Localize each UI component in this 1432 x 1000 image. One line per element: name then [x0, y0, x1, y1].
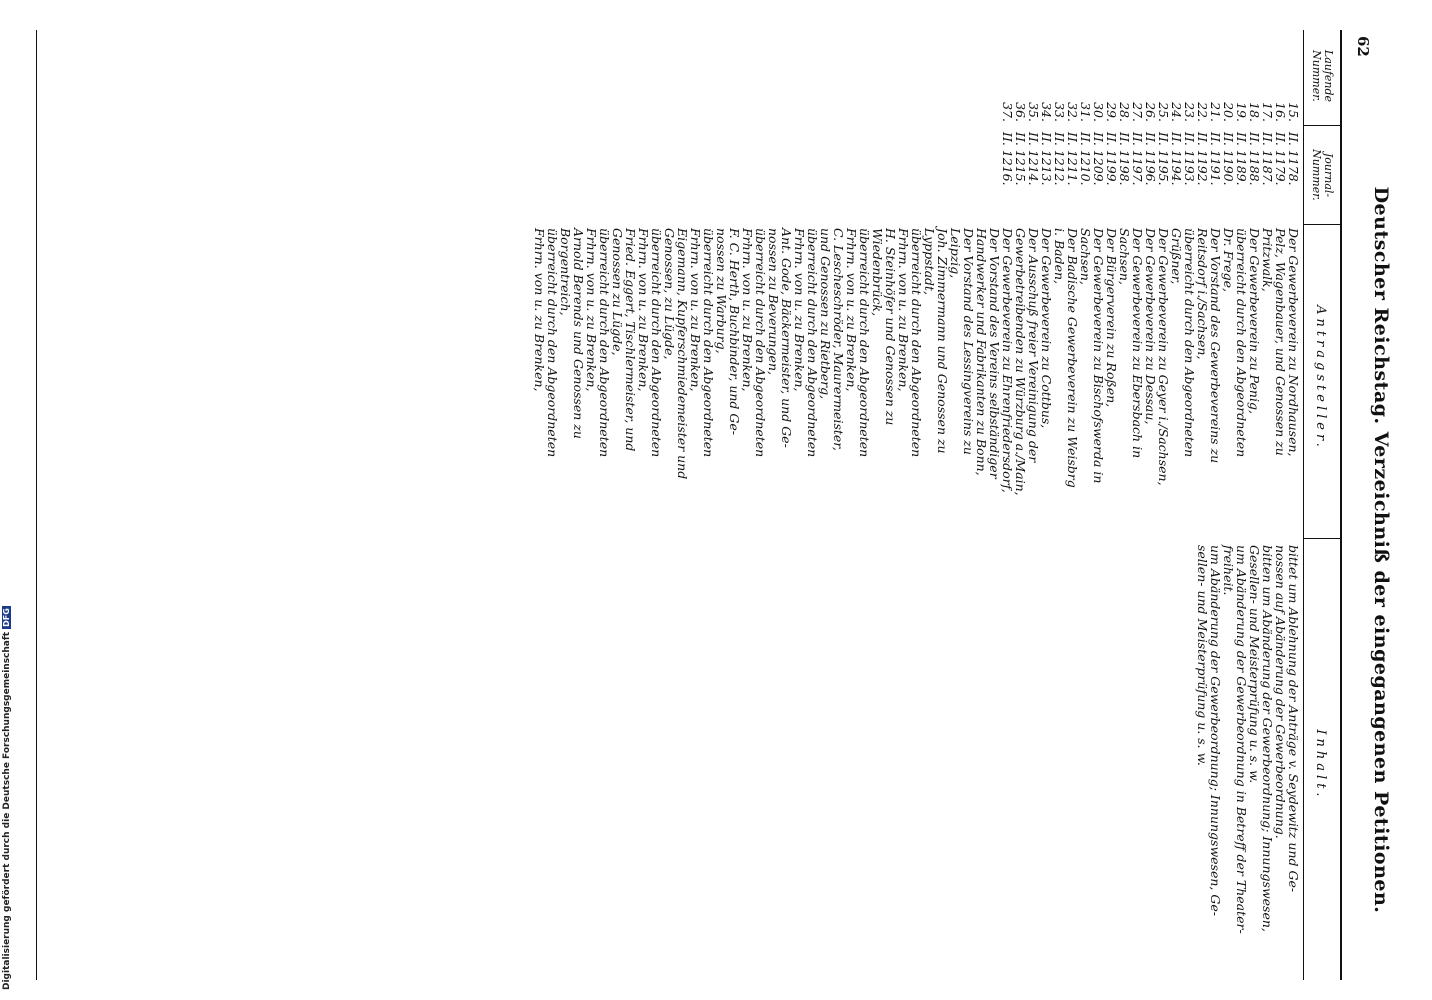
- top-rule: [1340, 30, 1342, 980]
- col-divider-2: [1304, 224, 1342, 225]
- header-journal: Journal- Nummer.: [1310, 149, 1335, 201]
- header-laufende: Laufende Nummer.: [1310, 49, 1335, 103]
- header-antragsteller: Antragsteller.: [1313, 305, 1328, 451]
- page-number: 62: [1354, 36, 1372, 57]
- laufende-nummern: 15. 16. 17. 18. 19. 20. 21. 22. 23. 24. 25. 26. 27. 28. 29. 30. 31. 32. 33. 34. 35. 36. 37.: [1000, 102, 1301, 122]
- journal-nummern: II. 1178. II. 1179. II. 1187. II. 1188. II. 1189. II. 1190. II. 1191. II. 1192. II. 1193. II. 1194. II. 1195. II. 1196. II. 1197. II. 1198. II. 1199. II. 1209. II. 1210. II. 1211. II. 1212. II. 1213. II. 1214. II. 1215. II. 1216.: [1000, 132, 1301, 186]
- inhalt-column: bittet um Ablehnung der Anträge v. Seydewitz und Ge- nossen auf Abänderung der Gewerbeordnung. bitten um Abänderung der Gewerbeordnung; Innungswesen, Gesellen- und Meisterprüfung u. s. w. um Abänderung der Gewerbeordnung in Betreff der Theater- freiheit. um Abänderung der Gewerbeordnung; Innungswesen, Ge- sellen- und Meisterprüfung u. s. w.: [1195, 545, 1301, 934]
- header-inhalt: Inhalt.: [1313, 729, 1328, 801]
- header-rule: [1303, 30, 1304, 980]
- dfg-logo: DFG: [2, 608, 11, 627]
- bottom-rule: [36, 30, 37, 980]
- antragsteller-column: Der Gewerbeverein zu Nordhausen, Pelz, Wagenbauer, und Genossen zu Pritzwalk, Der Gewerbeverein zu Penig, überreicht durch den Abgeordneten Dr. Frege, Der Vorstand des Gewerbevereins zu Reitsdorf i./Sachsen, überreicht durch den Abgeordneten Grüßner, Der Gewerbeverein zu Geyer i./Sachsen, Der Gewerbeverein zu Dessau, Der Gewerbeverein zu Ebersbach in Sachsen, Der Bürgerverein zu Roßen, Der Gewerbeverein zu Bischofswerda in Sachsen, Der Badische Gewerbeverein zu Weisbrg i. Baden, Der Gewerbeverein zu Cottbus, Der Ausschuß freier Vereinigung der Gewerbetreibenden zu Würzburg a./Main, Der Gewerbeverein zu Ehrenfriedersdorf, Der Vorstand des Vereins selbständiger Handwerker und Fabrikanten zu Bonn, Der Vorstand des Lessingvereins zu Leipzig, Joh. Zimmermann und Genossen zu Lyppstadt, überreicht durch den Abgeordneten Frhrn. von u. zu Brenken, H. Steinhöfer und Genossen zu Wiedenbrück, überreicht durch den Abgeordneten Frhrn. von u. zu Brenken, C. Lescheschröder, Maurermeister, und Genossen zu Rietberg, überreicht durch den Abgeordneten Frhrn. von u. zu Brenken, Ant. Gode, Bäckermeister, und Ge- nossen zu Beverungen, überreicht durch den Abgeordneten Frhrn. von u. zu Brenken, F. C. Herth, Buchbinder, und Ge- nossen zu Warburg, überreicht durch den Abgeordneten Frhrn. von u. zu Brenken, Eigemann, Kupferschmiedemeister und Genossen, zu Lügde, überreicht durch den Abgeordneten Frhrn. von u. zu Brenken, Fried. Eggert, Tischlermeister, und Genossen zu Lügde, überreicht durch den Abgeordneten Frhrn. von u. zu Brenken, Arnold Berends und Genossen zu Borgentreich, überreicht durch den Abgeordneten Frhrn. von u. zu Brenken,: [532, 228, 1301, 496]
- col-divider-1: [1304, 125, 1342, 126]
- page-title: Deutscher Reichstag. Verzeichniß der eingegangenen Petitionen.: [1370, 186, 1392, 914]
- digitization-notice: Digitalisierung gefördert durch die Deutsche Forschungsgemeinschaft: [2, 631, 12, 990]
- col-divider-3: [1304, 538, 1342, 539]
- digitization-sidebar: [0, 0, 30, 1000]
